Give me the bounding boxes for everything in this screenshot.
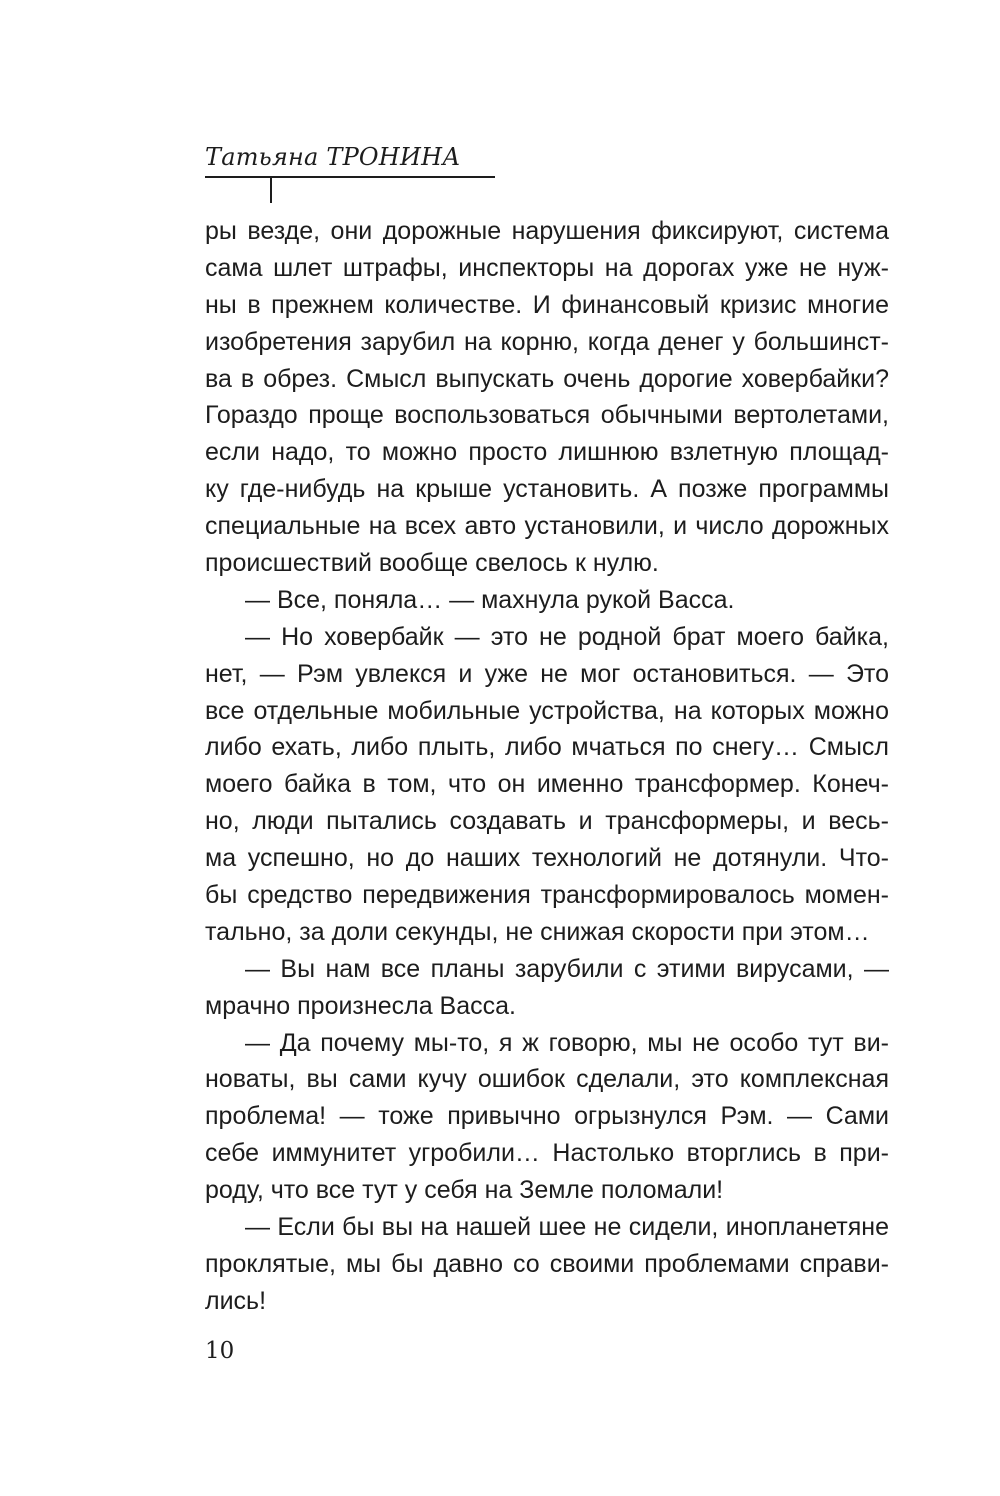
text-line: происшествий вообще свелось к нулю. [205,549,659,578]
text-line: лись! [205,1286,267,1315]
page-number: 10 [205,1338,235,1364]
header-rule [205,176,495,178]
text-line: себе иммунитет угробили… Настолько вторглись в при- [205,1139,889,1168]
text-line: тально, за доли секунды, не снижая скорости при этом… [205,917,870,946]
text-line: нет, — Рэм увлекся и уже не мог остановиться. — Это [205,659,889,688]
text-line: — Но ховербайк — это не родной брат моего байка, [245,622,889,651]
text-line: если надо, то можно просто лишнюю взлетную площад- [205,438,889,467]
running-head-author: Татьяна ТРОНИНА [205,143,461,171]
text-line: — Если бы вы на нашей шее не сидели, инопланетяне [245,1213,889,1242]
text-line: ны в прежнем количестве. И финансовый кризис многие [205,290,889,319]
text-line: проблема! — тоже привычно огрызнулся Рэм. — Сами [205,1102,889,1131]
text-line: новаты, вы сами кучу ошибок сделали, это комплексная [205,1065,889,1094]
text-line: — Да почему мы-то, я ж говорю, мы не особо тут ви- [245,1028,889,1057]
text-line: мрачно произнесла Васса. [205,991,516,1020]
text-line: ры везде, они дорожные нарушения фиксируют, система [205,217,889,245]
text-line: моего байка в том, что он именно трансформер. Конеч- [205,770,889,799]
text-line: — Все, поняла… — махнула рукой Васса. [245,585,735,614]
text-line: ва в обрез. Смысл выпускать очень дорогие ховербайки? [205,364,889,393]
text-line: сама шлет штрафы, инспекторы на дорогах уже не нуж- [205,253,889,282]
body-text [205,213,889,1320]
text-line: ма успешно, но до наших технологий не дотянули. Что- [205,844,889,873]
text-line: проклятые, мы бы давно со своими проблемами справи- [205,1249,889,1278]
text-line: Гораздо проще воспользоваться обычными вертолетами, [205,401,889,430]
text-line: либо ехать, либо плыть, либо мчаться по снегу… Смысл [205,733,889,762]
text-line: изобретения зарубил на корню, когда денег у большинст- [205,327,889,356]
header-rule-tick [270,176,272,203]
text-line: бы средство передвижения трансформировалось момен- [205,881,889,910]
text-line: роду, что все тут у себя на Земле поломали! [205,1176,724,1205]
text-line: но, люди пытались создавать и трансформеры, и весь- [205,807,889,836]
text-line: ку где-нибудь на крыше установить. А позже программы [205,475,889,504]
text-line: — Вы нам все планы зарубили с этими вирусами, — [245,954,889,983]
text-line: все отдельные мобильные устройства, на которых можно [205,696,889,725]
text-line: специальные на всех авто установили, и число дорожных [205,512,889,541]
